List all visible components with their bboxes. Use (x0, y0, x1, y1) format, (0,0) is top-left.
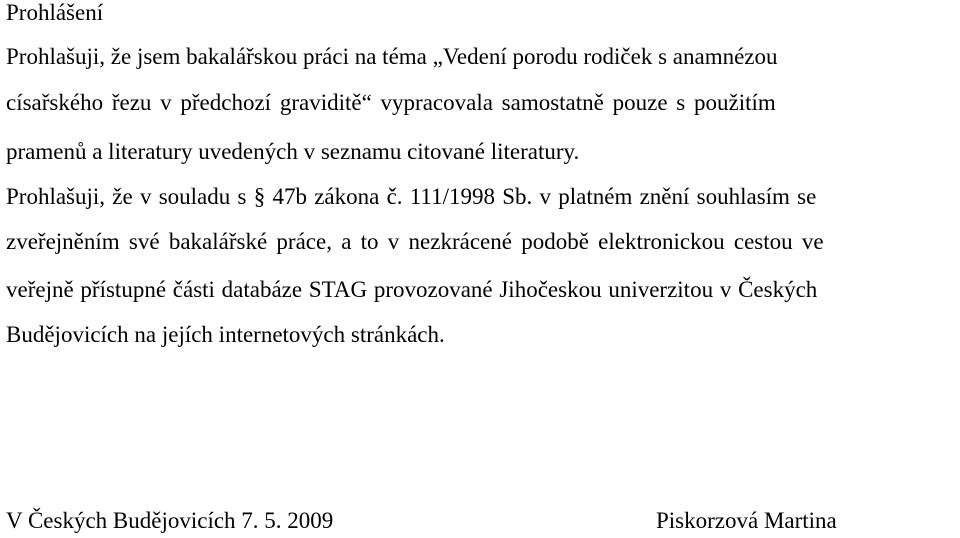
declaration-line-3: pramenů a literatury uvedených v seznamu citované literatury. (6, 139, 580, 164)
declaration-line-5: zveřejněním své bakalářské práce, a to v nezkrácené podobě elektronickou cestou ve (6, 229, 824, 254)
declaration-line-1: Prohlašuji, že jsem bakalářskou práci na téma „Vedení porodu rodiček s anamnézou (6, 44, 778, 69)
declaration-line-4: Prohlašuji, že v souladu s § 47b zákona č. 111/1998 Sb. v platném znění souhlasím se (6, 184, 817, 209)
document-title: Prohlášení (6, 0, 104, 25)
declaration-line-2: císařského řezu v předchozí graviditě“ vypracovala samostatně pouze s použitím (6, 90, 776, 115)
declaration-line-7: Budějovicích na jejích internetových stránkách. (6, 322, 445, 347)
declaration-line-6: veřejně přístupné části databáze STAG provozované Jihočeskou univerzitou v Českých (6, 277, 818, 302)
author-signature: Piskorzová Martina (656, 508, 837, 533)
place-and-date: V Českých Budějovicích 7. 5. 2009 (6, 508, 334, 533)
